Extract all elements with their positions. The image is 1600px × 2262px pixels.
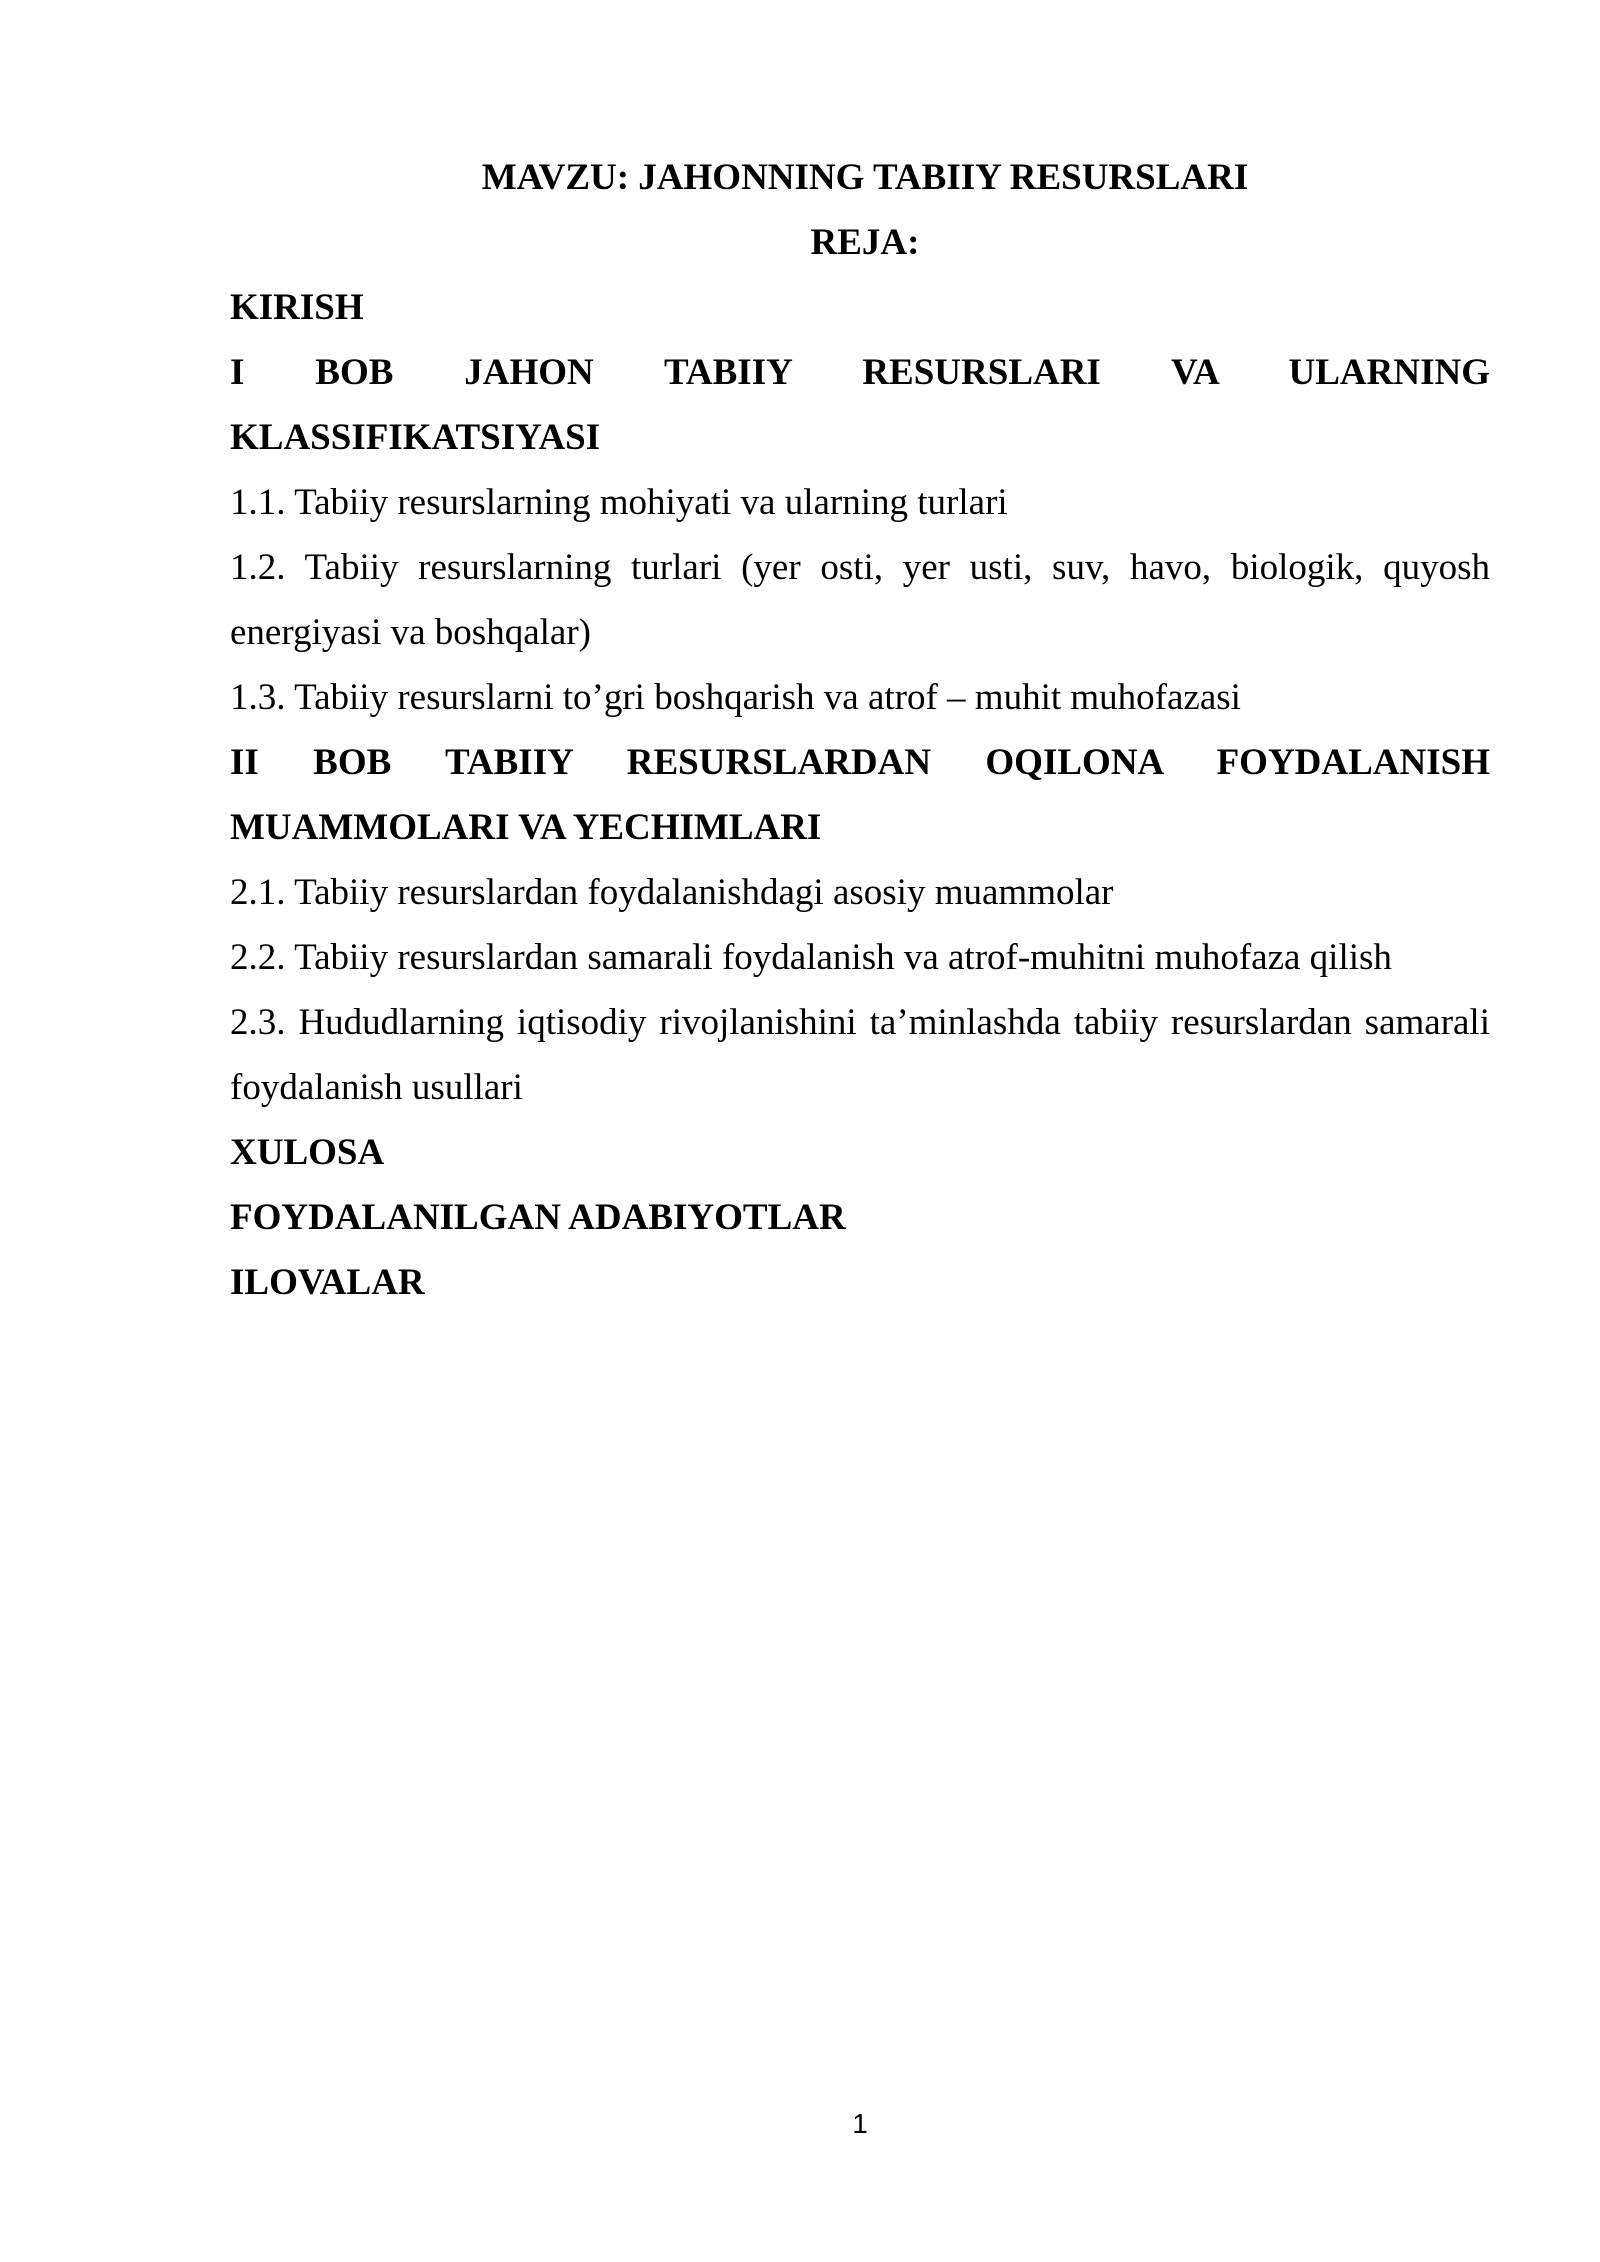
section-1-2: 1.2. Tabiiy resurslarning turlari (yer osti, yer usti, suv, havo, biologik, quyosh energiyasi va boshqalar): [230, 547, 1490, 653]
document-title: MAVZU: JAHONNING TABIIY RESURSLARI: [481, 157, 1249, 198]
page-number: 1: [852, 2108, 868, 2139]
toc-intro: KIRISH: [230, 287, 364, 328]
section-2-3: 2.3. Hududlarning iqtisodiy rivojlanishini ta’minlashda tabiiy resurslardan samarali foydalanish usullari: [230, 1002, 1490, 1108]
toc-references: FOYDALANILGAN ADABIYOTLAR: [230, 1197, 846, 1238]
section-1-1: 1.1. Tabiiy resurslarning mohiyati va ularning turlari: [230, 482, 1008, 523]
chapter-2-title: II BOB TABIIY RESURSLARDAN OQILONA FOYDALANISH MUAMMOLARI VA YECHIMLARI: [230, 742, 1490, 848]
plan-heading: REJA:: [810, 222, 920, 263]
toc-conclusion: XULOSA: [230, 1132, 385, 1173]
table-of-contents: [230, 145, 1490, 1315]
toc-appendices: ILOVALAR: [230, 1262, 425, 1303]
section-2-1: 2.1. Tabiiy resurslardan foydalanishdagi asosiy muammolar: [230, 872, 1114, 913]
chapter-1-title: I BOB JAHON TABIIY RESURSLARI VA ULARNING KLASSIFIKATSIYASI: [230, 352, 1490, 458]
section-1-3: 1.3. Tabiiy resurslarni to’gri boshqarish va atrof – muhit muhofazasi: [230, 677, 1241, 718]
section-2-2: 2.2. Tabiiy resurslardan samarali foydalanish va atrof-muhitni muhofaza qilish: [230, 937, 1392, 978]
